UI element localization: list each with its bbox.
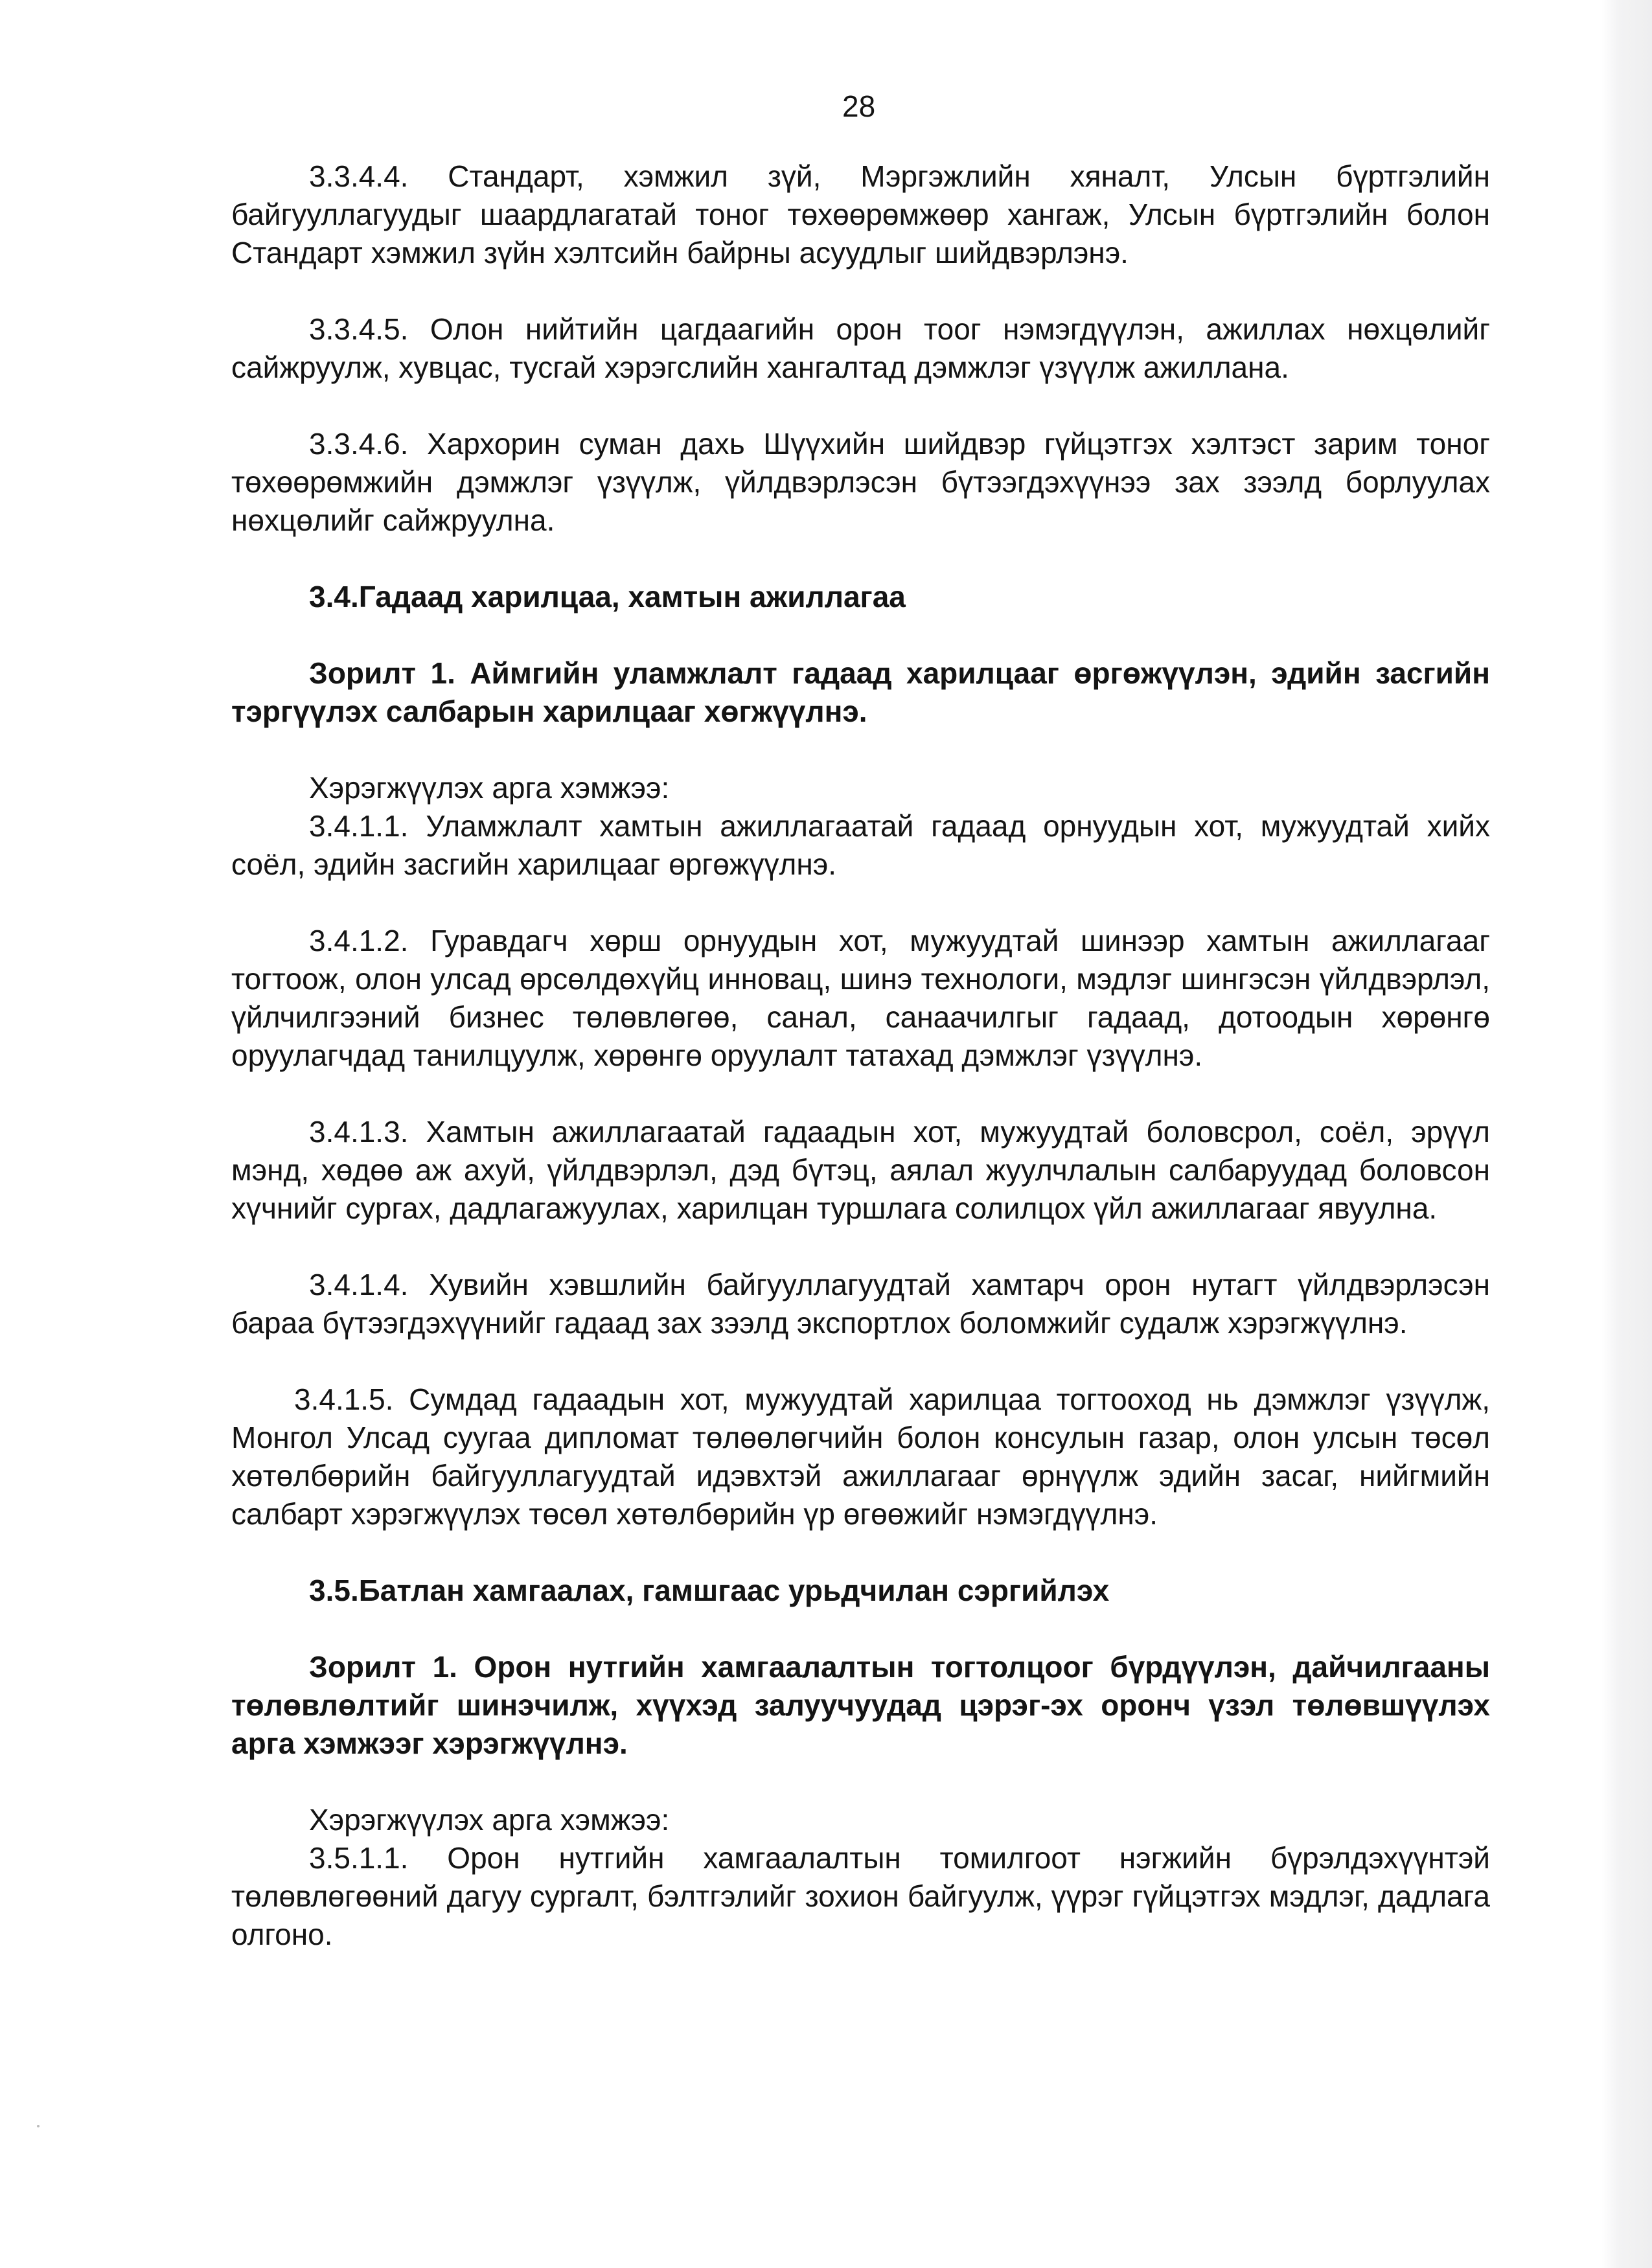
item-3-4-1-3: 3.4.1.3. Хамтын ажиллагаатай гадаадын хот, мужуудтай боловсрол, соёл, эрүүл мэнд, хөдөө аж ахуй, үйлдвэрлэл, дэд бүтэц, аялал жуулчлалын салбаруудад боловсон хүчнийг сургах, дадлагажуулах, харилцан туршлага солилцох үйл ажиллагааг явуулна. [231, 1115, 1490, 1225]
document-body [231, 157, 1490, 1954]
item-3-4-1-1: 3.4.1.1. Уламжлалт хамтын ажиллагаатай гадаад орнуудын хот, мужуудтай хийх соёл, эдийн засгийн харилцааг өргөжүүлнэ. [231, 809, 1490, 881]
item-3-5-1-1: 3.5.1.1. Орон нутгийн хамгаалалтын томилгоот нэгжийн бүрэлдэхүүнтэй төлөвлөгөөний дагуу сургалт, бэлтгэлийг зохион байгуулж, үүрэг гүйцэтгэх мэдлэг, дадлага олгоно. [231, 1841, 1490, 1951]
paragraph-3-3-4-5: 3.3.4.5. Олон нийтийн цагдаагийн орон тоог нэмэгдүүлэн, ажиллах нөхцөлийг сайжруулж, хувцас, тусгай хэрэгслийн хангалтад дэмжлэг үзүүлж ажиллана. [231, 312, 1490, 384]
item-3-4-1-5: 3.4.1.5. Сумдад гадаадын хот, мужуудтай харилцаа тогтооход нь дэмжлэг үзүүлж, Монгол Улсад суугаа дипломат төлөөлөгчийн болон консулын газар, олон улсын төсөл хөтөлбөрийн байгууллагуудтай идэвхтэй ажиллагааг өрнүүлж эдийн засаг, нийгмийн салбарт хэрэгжүүлэх төсөл хөтөлбөрийн үр өгөөжийг нэмэгдүүлнэ. [231, 1382, 1490, 1531]
scan-speck [37, 2125, 40, 2127]
paragraph-3-3-4-6: 3.3.4.6. Хархорин суман дахь Шүүхийн шийдвэр гүйцэтгэх хэлтэст зарим тоног төхөөрөмжийн дэмжлэг үзүүлж, үйлдвэрлэсэн бүтээгдэхүүнээ зах зээлд борлуулах нөхцөлийг сайжруулна. [231, 427, 1490, 537]
item-3-4-1-4: 3.4.1.4. Хувийн хэвшлийн байгууллагуудтай хамтарч орон нутагт үйлдвэрлэсэн бараа бүтээгдэхүүнийг гадаад зах зээлд экспортлох боломжийг судалж хэрэгжүүлнэ. [231, 1268, 1490, 1340]
section-heading-3-5: 3.5.Батлан хамгаалах, гамшгаас урьдчилан сэргийлэх [309, 1574, 1110, 1607]
goal-3-4-1: Зорилт 1. Аймгийн уламжлалт гадаад харилцааг өргөжүүлэн, эдийн засгийн тэргүүлэх салбарын харилцааг хөгжүүлнэ. [231, 656, 1490, 728]
scan-page-edge [1601, 0, 1652, 2268]
goal-3-5-1: Зорилт 1. Орон нутгийн хамгаалалтын тогтолцоог бүрдүүлэн, дайчилгааны төлөвлөлтийг шинэчилж, хүүхэд залуучуудад цэрэг-эх оронч үзэл төлөвшүүлэх арга хэмжээг хэрэгжүүлнэ. [231, 1650, 1490, 1760]
section-heading-3-4: 3.4.Гадаад харилцаа, хамтын ажиллагаа [309, 580, 906, 613]
item-3-4-1-2: 3.4.1.2. Гуравдагч хөрш орнуудын хот, мужуудтай шинээр хамтын ажиллагааг тогтоож, олон улсад өрсөлдөхүйц инновац, шинэ технологи, мэдлэг шингэсэн үйлдвэрлэл, үйлчилгээний бизнес төлөвлөгөө, санал, санаачилгыг гадаад, дотоодын хөрөнгө оруулагчдад танилцуулж, хөрөнгө оруулалт татахад дэмжлэг үзүүлнэ. [231, 924, 1490, 1072]
page-number: 28 [842, 89, 876, 123]
measures-label-3-5: Хэрэгжүүлэх арга хэмжээ: [309, 1803, 670, 1837]
measures-label-3-4: Хэрэгжүүлэх арга хэмжээ: [309, 771, 670, 805]
paragraph-3-3-4-4: 3.3.4.4. Стандарт, хэмжил зүй, Мэргэжлийн хяналт, Улсын бүртгэлийн байгууллагуудыг шаардлагатай тоног төхөөрөмжөөр хангаж, Улсын бүртгэлийн болон Стандарт хэмжил зүйн хэлтсийн байрны асуудлыг шийдвэрлэнэ. [231, 159, 1490, 269]
